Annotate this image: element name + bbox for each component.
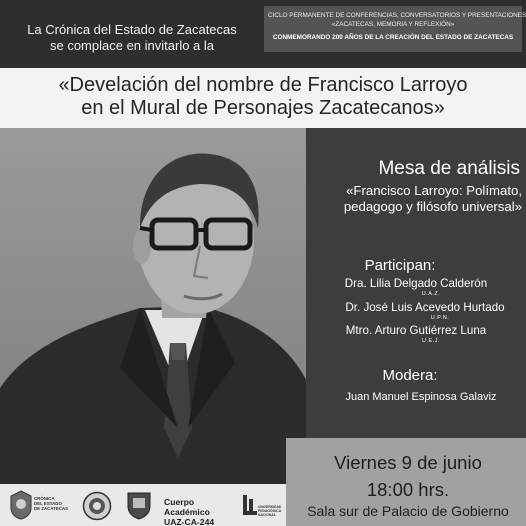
upn-logo-line-3: NACIONAL (258, 513, 276, 517)
cronica-logo-line-3: DE ZACATECAS (34, 506, 69, 511)
academic-body-line-1: Cuerpo Académico (164, 497, 210, 517)
moderator-name: Juan Manuel Espinosa Galaviz (345, 391, 497, 403)
upn-logo-icon (242, 493, 258, 522)
event-title-line-1: «Develación del nombre de Francisco Larroyo (58, 74, 468, 96)
cycle-name: CICLO PERMANENTE DE CONFERENCIAS, CONVERSATORIOS Y PRESENTACIONES (268, 12, 526, 19)
participant-name: Dra. Lilia Delgado Calderón (344, 277, 488, 290)
invitation-line-2: se complace en invitarlo a la (49, 38, 215, 53)
uaz-seal-icon (82, 491, 112, 526)
participant-institution: U.A.Z. (421, 291, 441, 297)
event-date: Viernes 9 de junio (334, 452, 482, 473)
event-time: 18:00 hrs. (366, 479, 450, 500)
portrait-photo (0, 128, 320, 526)
panel-subtitle (300, 183, 522, 215)
invitation-text (12, 22, 252, 54)
invitation-line-1: La Crónica del Estado de Zacatecas (27, 22, 237, 37)
participant-name: Dr. José Luis Acevedo Hurtado (345, 301, 505, 314)
cronica-logo-line-1: CRÓNICA (34, 496, 55, 501)
participant-name: Mtro. Arturo Gutiérrez Luna (345, 324, 487, 337)
academic-body-line-2: UAZ-CA-244 (164, 517, 215, 526)
cycle-theme: «ZACATECAS, MEMORIA Y REFLEXIÓN» (331, 21, 455, 28)
participant-1 (320, 277, 512, 298)
cronica-logo-line-2: DEL ESTADO (34, 501, 62, 506)
shield-crest-icon (126, 490, 152, 525)
anniversary-text: CONMEMORANDO 200 AÑOS DE LA CREACIÓN DEL ESTADO DE ZACATECAS (272, 34, 514, 41)
event-title-line-2: en el Mural de Personajes Zacatecanos» (81, 97, 445, 119)
panel-subtitle-line-1: «Francisco Larroyo: Polímato, (346, 183, 522, 198)
event-title (20, 74, 506, 120)
panel-title: Mesa de análisis (378, 158, 520, 179)
conference-cycle-box (264, 6, 526, 52)
portrait-illustration (0, 128, 320, 526)
upn-logo-line-1: UNIVERSIDAD (258, 505, 282, 509)
academic-body (164, 497, 234, 526)
cronica-logo-icon (10, 490, 32, 525)
event-venue: Sala sur de Palacio de Gobierno (307, 503, 509, 519)
participant-2 (325, 301, 525, 322)
participant-institution: U.E.J. (422, 338, 440, 344)
participant-institution: U.P.N. (430, 315, 450, 321)
upn-logo-line-2: PEDAGÓGICA (258, 509, 282, 513)
moderator-heading: Modera: (382, 367, 438, 384)
participants-heading: Participan: (364, 257, 436, 274)
participant-3 (320, 324, 512, 345)
upn-logo-text (258, 505, 288, 517)
cronica-logo-text (34, 496, 68, 511)
panel-subtitle-line-2: pedagogo y filósofo universal» (343, 199, 522, 214)
